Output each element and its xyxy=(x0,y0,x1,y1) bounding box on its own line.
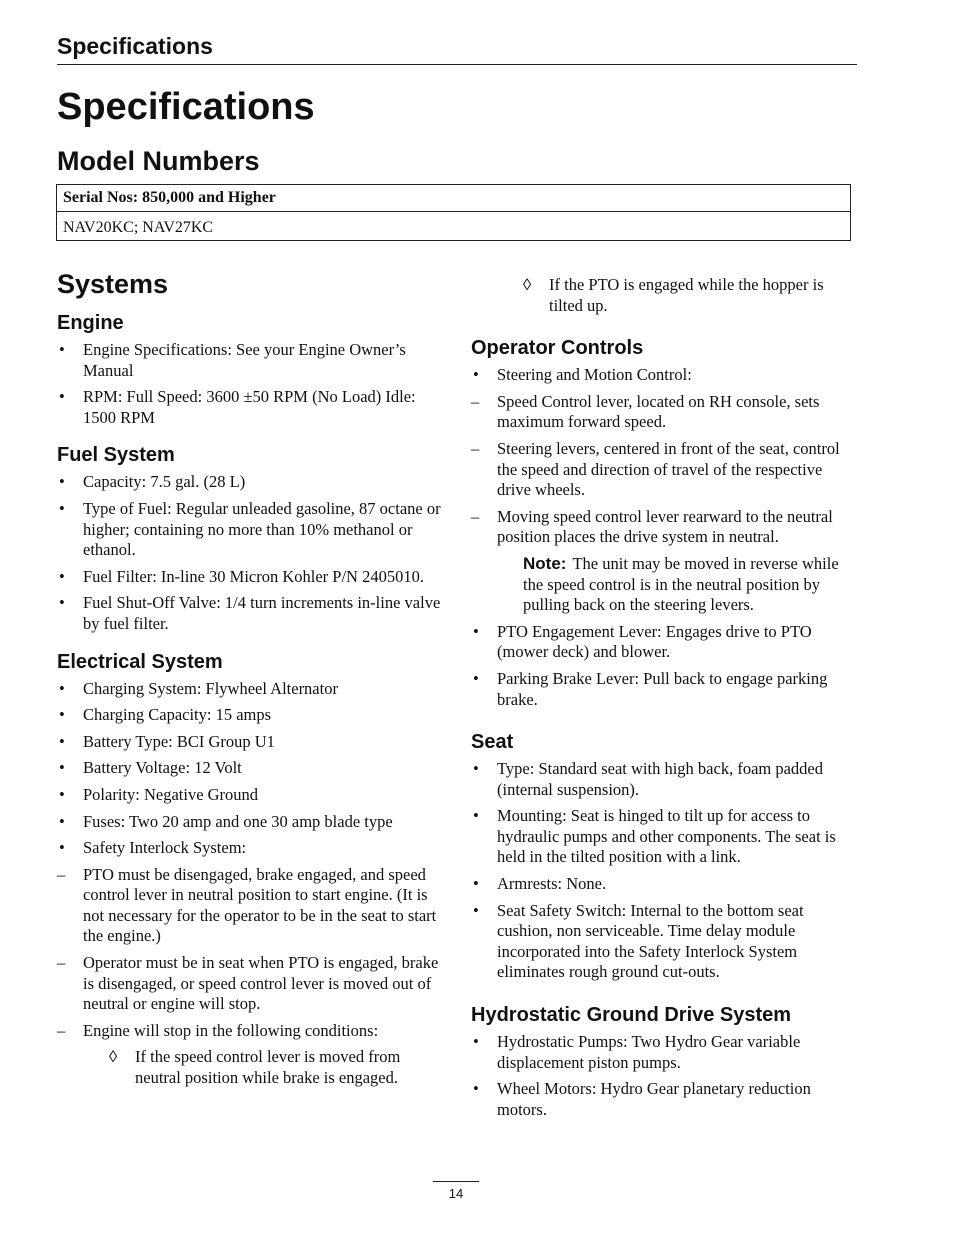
dash-icon: – xyxy=(57,953,66,973)
list-item: – Steering levers, centered in front of the seat, control the speed and direction of travel of the respective drive wheels. xyxy=(471,438,840,500)
electrical-heading: Electrical System xyxy=(57,650,223,673)
note-label: Note: xyxy=(523,553,567,573)
list-item: – Moving speed control lever rearward to the neutral position places the drive system in neutral. xyxy=(471,506,833,547)
serial-numbers-cell: Serial Nos: 850,000 and Higher xyxy=(63,189,276,206)
seat-heading: Seat xyxy=(471,731,514,754)
list-item: • Mounting: Seat is hinged to tilt up for access to hydraulic pumps and other components. The seat is held in the tilted position with a link. xyxy=(473,806,836,867)
page-number: 14 xyxy=(448,1186,464,1201)
bullet-icon: • xyxy=(59,784,65,804)
list-item: • Polarity: Negative Ground xyxy=(59,784,259,804)
list-item: • Type: Standard seat with high back, foam padded (internal suspension). xyxy=(473,759,824,799)
stop-conditions-list xyxy=(109,1047,445,1088)
running-header: Specifications xyxy=(57,33,213,59)
electrical-section xyxy=(57,650,445,1089)
note-block xyxy=(523,554,859,616)
list-item: • Hydrostatic Pumps: Two Hydro Gear variable displacement piston pumps. xyxy=(473,1032,801,1072)
hydrostatic-list xyxy=(471,1032,859,1120)
stop-conditions-continued xyxy=(523,275,859,316)
note-text: The unit may be moved in reverse while the speed control is in the neutral position by pulling back on the steering levers. xyxy=(523,553,839,615)
bullet-icon: • xyxy=(59,472,65,492)
lozenge-icon: ◊ xyxy=(109,1047,118,1067)
bullet-icon: • xyxy=(59,387,65,407)
dash-icon: – xyxy=(471,438,480,458)
list-item: – Speed Control lever, located on RH console, sets maximum forward speed. xyxy=(471,391,820,432)
bullet-icon: • xyxy=(59,340,65,359)
operator-controls-list xyxy=(471,365,859,386)
list-item: • Wheel Motors: Hydro Gear planetary reduction motors. xyxy=(473,1079,811,1119)
dash-icon: – xyxy=(471,391,480,411)
systems-heading: Systems xyxy=(57,269,169,299)
bullet-icon: • xyxy=(473,365,479,385)
bullet-icon: • xyxy=(473,759,479,779)
bullet-icon: • xyxy=(59,838,65,858)
footer-rule xyxy=(433,1181,479,1182)
list-item: • Charging Capacity: 15 amps xyxy=(59,705,272,725)
list-item: – Engine will stop in the following conditions: xyxy=(57,1020,379,1040)
bullet-icon: • xyxy=(59,593,65,613)
bullet-icon: • xyxy=(59,498,65,518)
electrical-list xyxy=(57,679,445,859)
list-item: ◊ If the PTO is engaged while the hopper is tilted up. xyxy=(523,275,824,315)
model-list-cell: NAV20KC; NAV27KC xyxy=(63,219,214,236)
dash-icon: – xyxy=(57,1020,66,1040)
hydrostatic-section xyxy=(471,1003,859,1120)
list-item: • Armrests: None. xyxy=(473,874,607,894)
seat-list xyxy=(471,759,859,983)
bullet-icon: • xyxy=(59,705,65,725)
operator-controls-section xyxy=(471,336,859,710)
dash-icon: – xyxy=(471,506,480,526)
bullet-icon: • xyxy=(473,806,479,826)
list-item: • Engine Specifications: See your Engine Owner’s Manual xyxy=(59,340,406,380)
left-column xyxy=(57,268,445,1104)
fuel-list xyxy=(57,472,445,634)
list-item: • Steering and Motion Control: xyxy=(473,365,692,385)
table-header-row xyxy=(57,185,850,212)
hydrostatic-heading: Hydrostatic Ground Drive System xyxy=(471,1004,792,1027)
bullet-icon: • xyxy=(473,874,479,894)
bullet-icon: • xyxy=(473,668,479,688)
bullet-icon: • xyxy=(473,1032,479,1052)
engine-heading: Engine xyxy=(57,312,124,334)
list-item: • Battery Type: BCI Group U1 xyxy=(59,731,275,751)
list-item: • RPM: Full Speed: 3600 ±50 RPM (No Load) Idle: 1500 RPM xyxy=(59,387,416,427)
list-item: • Capacity: 7.5 gal. (28 L) xyxy=(59,472,246,492)
bullet-icon: • xyxy=(59,758,65,778)
bullet-icon: • xyxy=(473,621,479,641)
list-item: • Fuel Filter: In-line 30 Micron Kohler P/N 2405010. xyxy=(59,566,424,586)
model-numbers-heading: Model Numbers xyxy=(57,146,260,176)
fuel-heading: Fuel System xyxy=(57,444,175,467)
page-title: Specifications xyxy=(57,86,315,128)
lozenge-icon: ◊ xyxy=(523,275,532,294)
interlock-list xyxy=(57,865,445,1042)
list-item: • Parking Brake Lever: Pull back to engage parking brake. xyxy=(473,668,828,709)
list-item: • Type of Fuel: Regular unleaded gasoline, 87 octane or higher; containing no more than 10% methanol or ethanol. xyxy=(59,498,441,560)
steering-list xyxy=(471,392,859,548)
bullet-icon: • xyxy=(473,1079,479,1099)
list-item: • Charging System: Flywheel Alternator xyxy=(59,678,338,698)
list-item: • PTO Engagement Lever: Engages drive to PTO (mower deck) and blower. xyxy=(473,621,812,662)
list-item: ◊ If the speed control lever is moved from neutral position while brake is engaged. xyxy=(109,1047,401,1088)
list-item: – PTO must be disengaged, brake engaged, and speed control lever in neutral position to start engine. (It is not necessary for the operator to be in the seat to start the engine.) xyxy=(57,864,437,946)
list-item: • Seat Safety Switch: Internal to the bottom seat cushion, non serviceable. Time delay module incorporated into the Safety Interlock System eliminates rough ground cut-outs. xyxy=(473,900,804,982)
list-item: • Fuel Shut-Off Valve: 1/4 turn increments in-line valve by fuel filter. xyxy=(59,593,441,633)
bullet-icon: • xyxy=(59,566,65,586)
list-item: • Safety Interlock System: xyxy=(59,838,247,858)
seat-section xyxy=(471,730,859,983)
model-numbers-table xyxy=(56,184,851,241)
list-item: • Fuses: Two 20 amp and one 30 amp blade type xyxy=(59,811,393,831)
bullet-icon: • xyxy=(473,900,479,920)
bullet-icon: • xyxy=(59,678,65,698)
list-item: – Operator must be in seat when PTO is engaged, brake is disengaged, or speed control lever is moved out of neutral or engine will stop. xyxy=(57,953,439,1014)
bullet-icon: • xyxy=(59,731,65,751)
right-column xyxy=(471,275,859,1135)
engine-section xyxy=(57,311,445,428)
engine-list xyxy=(57,340,445,428)
list-item: • Battery Voltage: 12 Volt xyxy=(59,758,242,778)
dash-icon: – xyxy=(57,864,66,884)
operator-controls-heading: Operator Controls xyxy=(471,337,644,360)
header-rule xyxy=(57,64,857,65)
bullet-icon: • xyxy=(59,811,65,831)
fuel-section xyxy=(57,443,445,634)
controls-list xyxy=(471,622,859,710)
